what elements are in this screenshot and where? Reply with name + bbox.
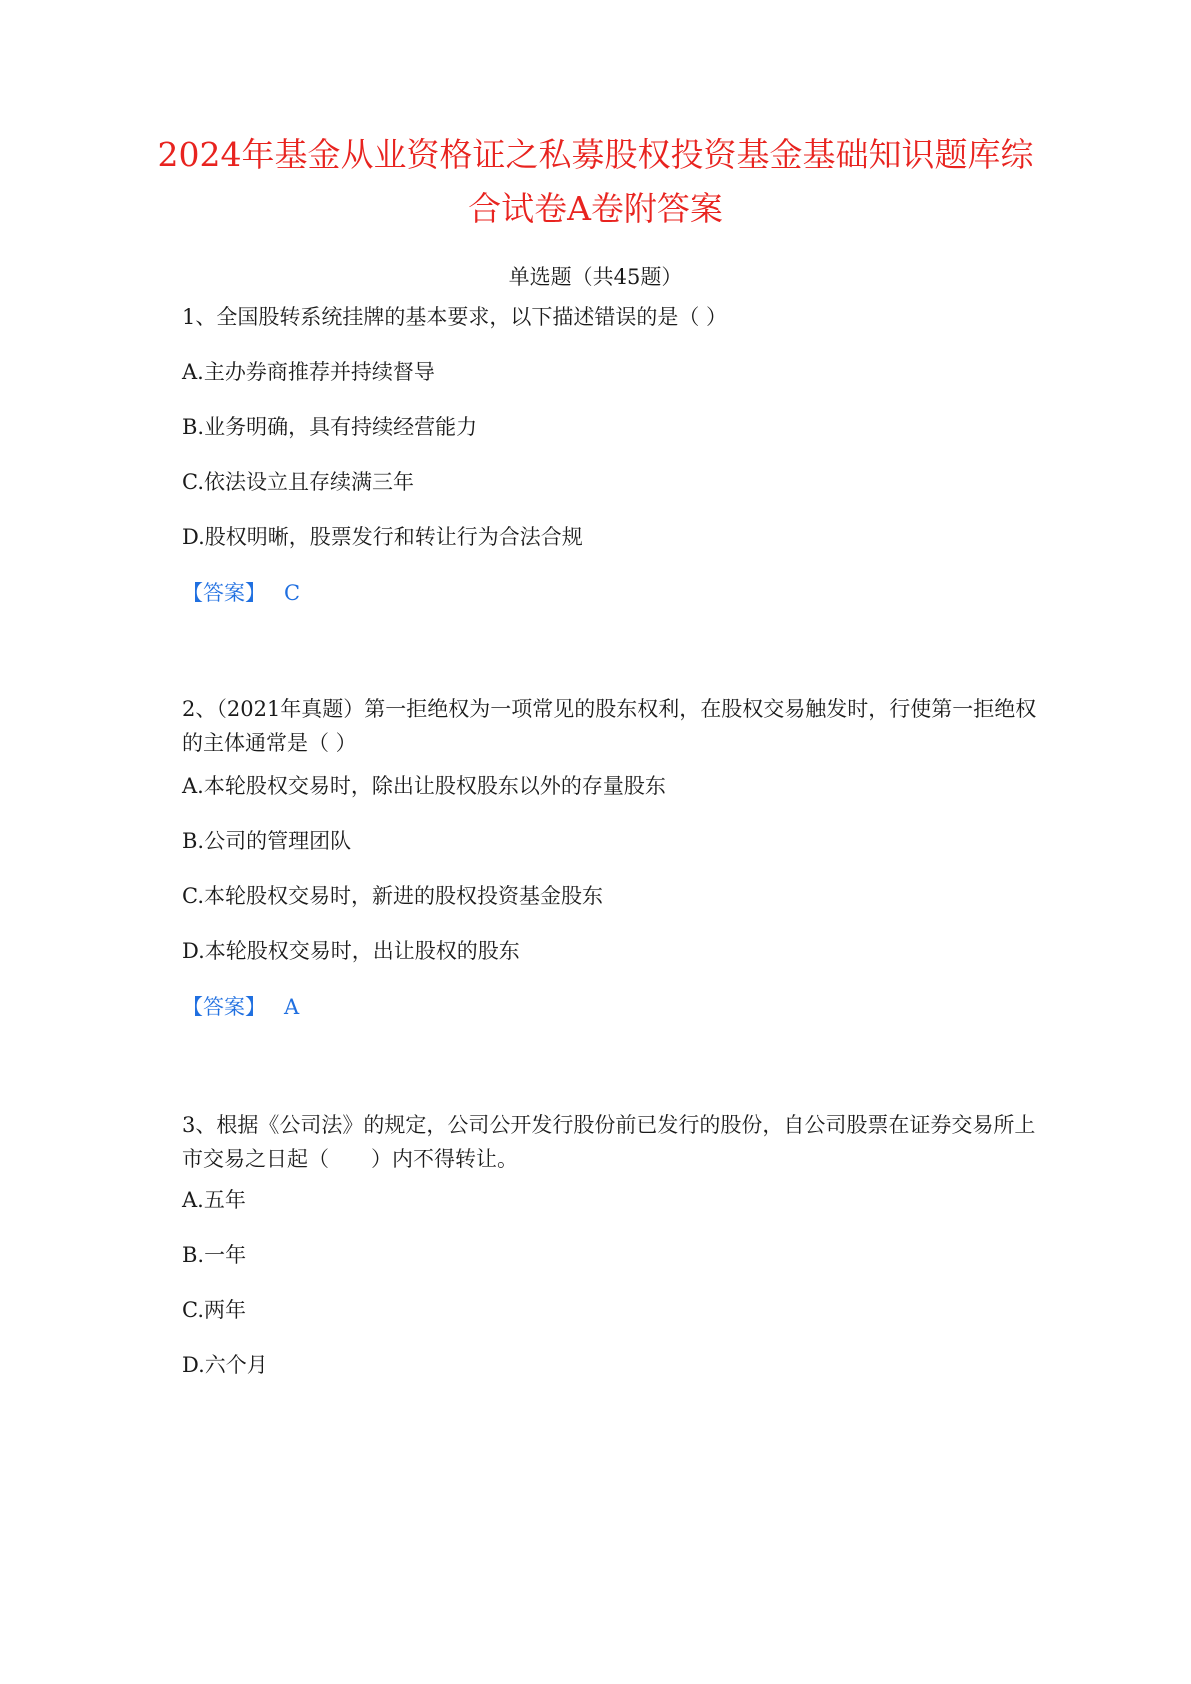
question-stem: 2、（2021年真题）第一拒绝权为一项常见的股东权利，在股权交易触发时，行使第一拒绝权的主体通常是（ ） [182, 697, 1037, 755]
answer-label: 【答案】 [182, 995, 266, 1019]
option-b: B.公司的管理团队 [182, 829, 352, 853]
option-d: D.本轮股权交易时，出让股权的股东 [182, 939, 520, 963]
option-b: B.一年 [182, 1243, 247, 1267]
option-c: C.本轮股权交易时，新进的股权投资基金股东 [182, 884, 603, 908]
option-a: A.主办券商推荐并持续督导 [182, 360, 435, 384]
option-a: A.五年 [182, 1188, 246, 1212]
question-stem: 1、全国股转系统挂牌的基本要求，以下描述错误的是（ ） [182, 305, 728, 329]
option-d: D.股权明晰，股票发行和转让行为合法合规 [182, 525, 583, 549]
answer-label: 【答案】 [182, 581, 266, 605]
document-title: 2024年基金从业资格证之私募股权投资基金基础知识题库综合试卷A卷附答案 [157, 135, 1034, 228]
option-c: C.两年 [182, 1298, 246, 1322]
answer-value: A [284, 995, 300, 1019]
question-stem: 3、根据《公司法》的规定，公司公开发行股份前已发行的股份，自公司股票在证券交易所上市交易之日起（ ）内不得转让。 [182, 1113, 1036, 1171]
section-heading: 单选题（共45题） [508, 265, 683, 289]
answer-line [182, 992, 299, 1022]
option-a: A.本轮股权交易时，除出让股权股东以外的存量股东 [182, 774, 666, 798]
option-d: D.六个月 [182, 1353, 268, 1377]
option-c: C.依法设立且存续满三年 [182, 470, 414, 494]
option-b: B.业务明确，具有持续经营能力 [182, 415, 478, 439]
answer-line [182, 578, 300, 608]
answer-value: C [284, 581, 301, 605]
